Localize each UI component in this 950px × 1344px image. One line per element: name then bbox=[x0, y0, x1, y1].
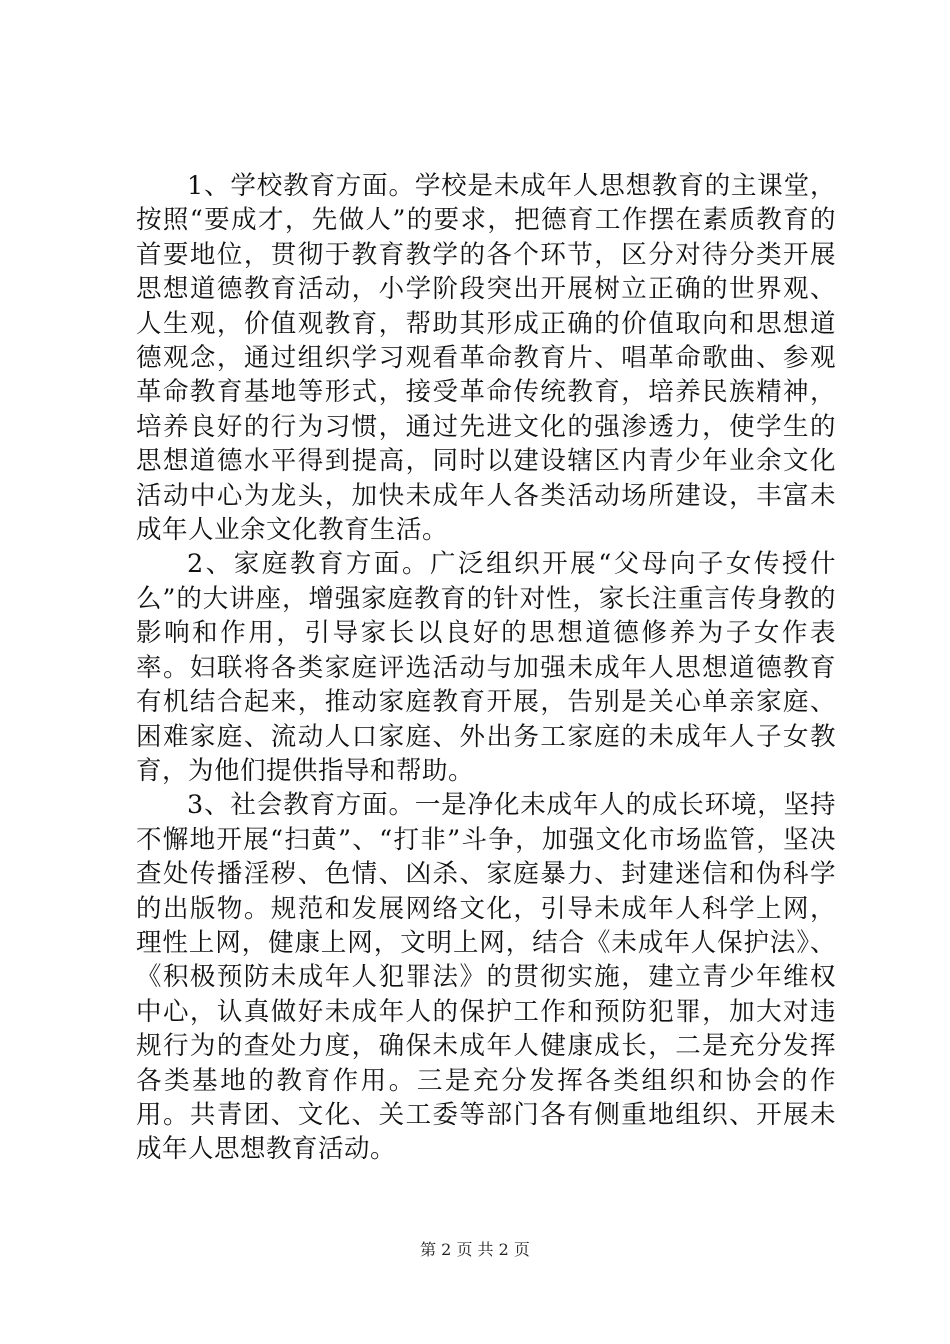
page-footer bbox=[0, 1240, 950, 1260]
page-number-label: 第 2 页 共 2 页 bbox=[420, 1240, 530, 1259]
paragraph-school-education: 1、学校教育方面。学校是未成年人思想教育的主课堂，按照“要成才，先做人”的要求，把德育工作摆在素质教育的首要地位，贯彻于教育教学的各个环节，区分对待分类开展思想道德教育活动，小学阶段突出开展树立正确的世界观、人生观，价值观教育，帮助其形成正确的价值取向和思想道德观念，通过组织学习观看革命教育片、唱革命歌曲、参观革命教育基地等形式，接受革命传统教育，培养民族精神，培养良好的行为习惯，通过先进文化的强渗透力，使学生的思想道德水平得到提高，同时以建设辖区内青少年业余文化活动中心为龙头，加快未成年人各类活动场所建设，丰富未成年人业余文化教育生活。 bbox=[136, 171, 836, 546]
document-body bbox=[136, 169, 836, 1167]
paragraph-social-education: 3、社会教育方面。一是净化未成年人的成长环境，坚持不懈地开展“扫黄”、“打非”斗争，加强文化市场监管，坚决查处传播淫秽、色情、凶杀、家庭暴力、封建迷信和伪科学的出版物。规范和发展网络文化，引导未成年人科学上网，理性上网，健康上网，文明上网，结合《未成年人保护法》、《积极预防未成年人犯罪法》的贯彻实施，建立青少年维权中心，认真做好未成年人的保护工作和预防犯罪，加大对违规行为的查处力度，确保未成年人健康成长，二是充分发挥各类基地的教育作用。三是充分发挥各类组织和协会的作用。共青团、文化、关工委等部门各有侧重地组织、开展未成年人思想教育活动。 bbox=[136, 790, 836, 1165]
paragraph-family-education: 2、家庭教育方面。广泛组织开展“父母向子女传授什么”的大讲座，增强家庭教育的针对性，家长注重言传身教的影响和作用，引导家长以良好的思想道德修养为子女作表率。妇联将各类家庭评选活动与加强未成年人思想道德教育有机结合起来，推动家庭教育开展，告别是关心单亲家庭、困难家庭、流动人口家庭、外出务工家庭的未成年人子女教育，为他们提供指导和帮助。 bbox=[136, 549, 836, 786]
